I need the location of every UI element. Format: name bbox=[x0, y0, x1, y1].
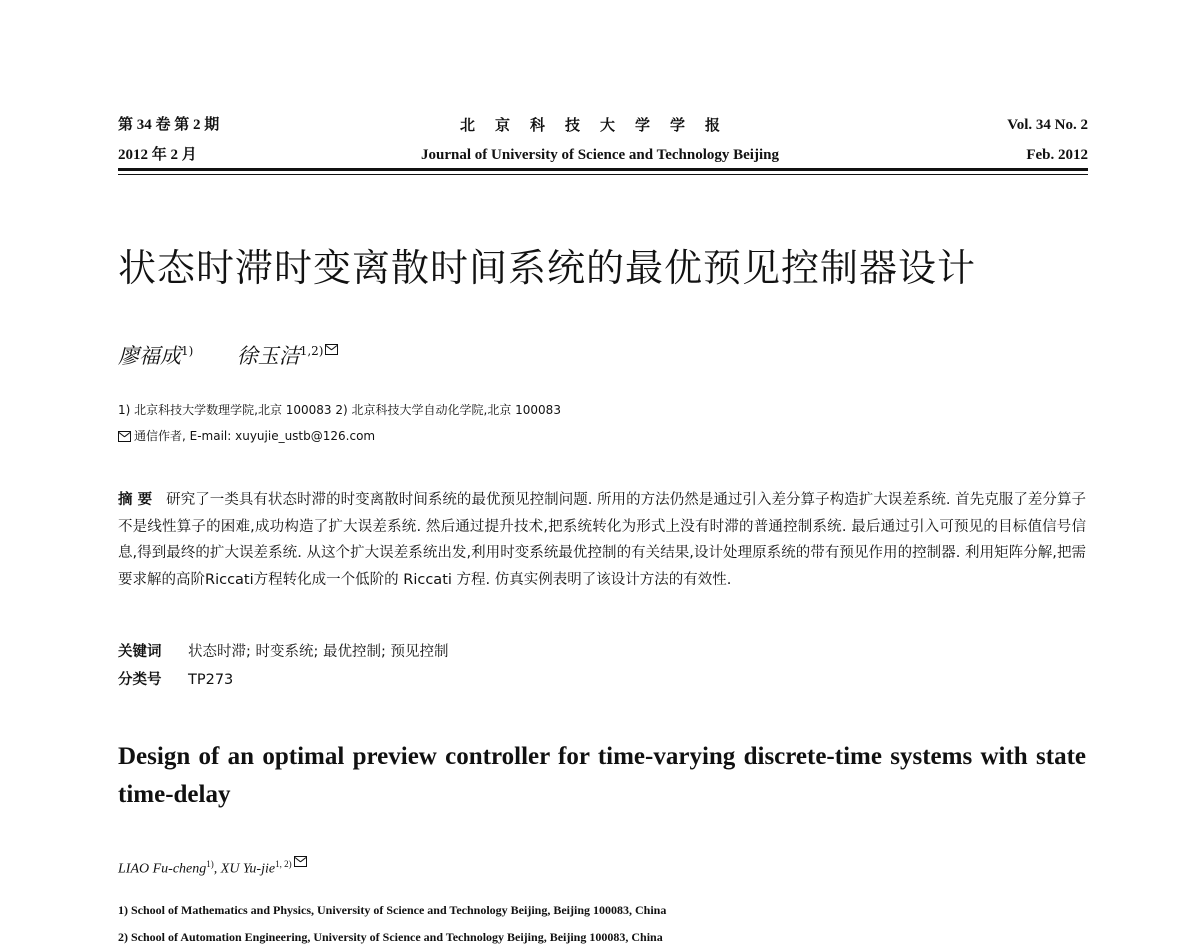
author-name: 徐玉洁 bbox=[236, 344, 300, 368]
keywords-cn bbox=[118, 640, 448, 661]
authors-cn bbox=[118, 340, 338, 370]
envelope-icon bbox=[325, 344, 338, 355]
header-right bbox=[1007, 110, 1088, 170]
author-affil-mark: 1,2) bbox=[299, 344, 324, 358]
volume-en: Vol. 34 No. 2 bbox=[1007, 117, 1088, 133]
journal-name-en: Journal of University of Science and Technology Beijing bbox=[421, 147, 779, 163]
date-en: Feb. 2012 bbox=[1026, 147, 1088, 163]
journal-name-cn: 北京科技大学学报 bbox=[459, 116, 740, 134]
header-center bbox=[340, 110, 860, 170]
paper-title-en: Design of an optimal preview controller for time-varying discrete-time systems with state time-delay bbox=[118, 743, 1086, 808]
author-name: 廖福成 bbox=[118, 344, 181, 368]
classification-text: TP273 bbox=[188, 672, 234, 688]
envelope-icon bbox=[118, 431, 131, 442]
volume-cn: 第 34 卷 第 2 期 bbox=[118, 117, 220, 133]
header-rule-thick bbox=[118, 168, 1088, 171]
abstract-text: 研究了一类具有状态时滞的时变离散时间系统的最优预见控制问题. 所用的方法仍然是通过引入差分算子构造扩大误差系统. 首先克服了差分算子不是线性算子的困难,成功构造了扩大误差系统. 然后通过提升技术,把系统转化为形式上没有时滞的普通控制系统. 最后通过引入可预见的目标值信号信息,得到最终的扩大误差系统. 从这个扩大误差系统出发,利用时变系统最优控制的有关结果,设计处理原系统的带有预见作用的控制器. 利用矩阵分解,把需要求解的高阶Riccati方程转化成一个低阶的 Riccati 方程. 仿真实例表明了该设计方法的有效性. bbox=[118, 492, 1086, 588]
classification-label: 分类号 bbox=[118, 672, 162, 688]
keywords-text: 状态时滞; 时变系统; 最优控制; 预见控制 bbox=[188, 644, 449, 660]
affiliation-en-2: 2) School of Automation Engineering, University of Science and Technology Beijing, Beijing 100083, China bbox=[118, 930, 663, 944]
authors-en: LIAO Fu-cheng$^{1)}$, XU Yu-jie$^{1, 2)}$ bbox=[118, 856, 307, 878]
header-rule-thin bbox=[118, 174, 1088, 175]
header-left bbox=[118, 110, 219, 170]
keywords-label: 关键词 bbox=[118, 644, 162, 660]
author-name-en: LIAO Fu-cheng bbox=[118, 861, 207, 877]
classification-cn bbox=[118, 668, 233, 689]
abstract-label: 摘 要 bbox=[118, 492, 153, 508]
author-affil-mark-en: 1) bbox=[206, 859, 214, 869]
paper-title-cn: 状态时滞时变离散时间系统的最优预见控制器设计 bbox=[118, 246, 977, 290]
affiliation-en-1: 1) School of Mathematics and Physics, University of Science and Technology Beijing, Beijing 100083, China bbox=[118, 903, 667, 917]
author-affil-mark: 1) bbox=[181, 344, 194, 358]
affiliations-cn: 1) 北京科技大学数理学院,北京 100083 2) 北京科技大学自动化学院,北京 100083 bbox=[118, 403, 561, 417]
corresponding-email: 通信作者, E-mail: xuyujie_ustb@126.com bbox=[134, 429, 376, 443]
abstract-cn bbox=[118, 487, 1086, 593]
author-name-en: XU Yu-jie bbox=[220, 861, 276, 877]
date-cn: 2012 年 2 月 bbox=[118, 147, 197, 163]
author-affil-mark-en: 1, 2) bbox=[275, 859, 292, 869]
corresponding-author bbox=[118, 426, 375, 446]
envelope-icon bbox=[294, 856, 307, 867]
